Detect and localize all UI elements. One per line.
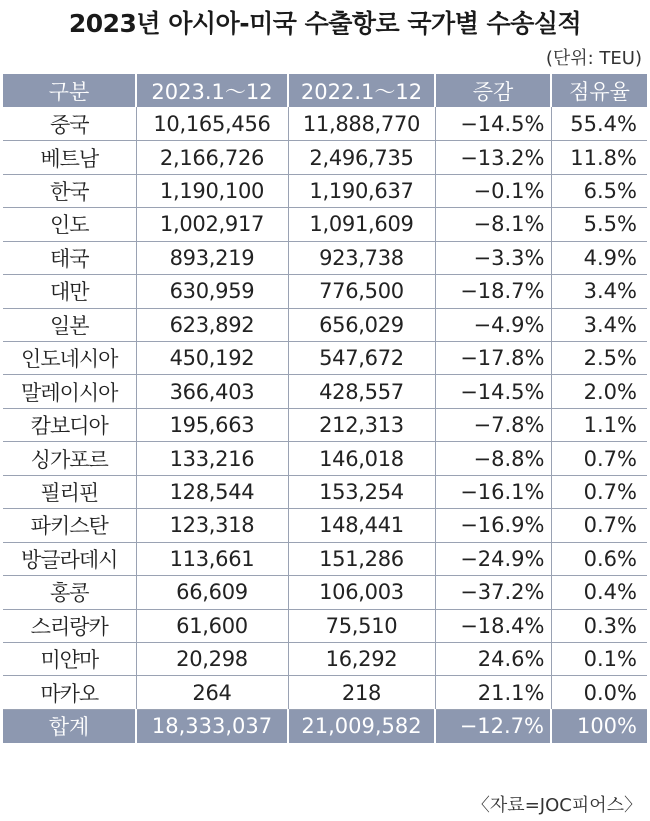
share-cell: 0.3% xyxy=(551,609,647,642)
share-cell: 0.4% xyxy=(551,576,647,609)
value-2022-cell: 16,292 xyxy=(288,642,435,675)
change-cell: −24.9% xyxy=(435,542,551,575)
country-cell: 미얀마 xyxy=(3,642,136,675)
share-cell: 5.5% xyxy=(551,208,647,241)
country-cell: 중국 xyxy=(3,107,136,140)
table-row xyxy=(3,275,647,308)
share-cell: 0.7% xyxy=(551,442,647,475)
header-2022: 2022.1～12 xyxy=(288,74,435,107)
country-cell: 대만 xyxy=(3,275,136,308)
change-cell: −16.1% xyxy=(435,475,551,508)
value-2022-cell: 106,003 xyxy=(288,576,435,609)
table-row xyxy=(3,576,647,609)
change-cell: −18.4% xyxy=(435,609,551,642)
value-2023-cell: 128,544 xyxy=(136,475,288,508)
total-share: 100% xyxy=(551,709,647,742)
header-2023: 2023.1～12 xyxy=(136,74,288,107)
share-cell: 11.8% xyxy=(551,141,647,174)
table-total-row xyxy=(3,709,647,742)
change-cell: −3.3% xyxy=(435,241,551,274)
change-cell: −8.1% xyxy=(435,208,551,241)
value-2023-cell: 61,600 xyxy=(136,609,288,642)
value-2023-cell: 66,609 xyxy=(136,576,288,609)
change-cell: 21.1% xyxy=(435,676,551,709)
change-cell: −14.5% xyxy=(435,375,551,408)
change-cell: 24.6% xyxy=(435,642,551,675)
table-row xyxy=(3,375,647,408)
country-cell: 베트남 xyxy=(3,141,136,174)
value-2022-cell: 151,286 xyxy=(288,542,435,575)
change-cell: −14.5% xyxy=(435,107,551,140)
change-cell: −13.2% xyxy=(435,141,551,174)
value-2023-cell: 264 xyxy=(136,676,288,709)
table-row xyxy=(3,241,647,274)
table-row xyxy=(3,542,647,575)
value-2022-cell: 2,496,735 xyxy=(288,141,435,174)
change-cell: −4.9% xyxy=(435,308,551,341)
value-2022-cell: 776,500 xyxy=(288,275,435,308)
change-cell: −18.7% xyxy=(435,275,551,308)
change-cell: −37.2% xyxy=(435,576,551,609)
shipment-table xyxy=(3,74,647,743)
country-cell: 싱가포르 xyxy=(3,442,136,475)
source-note: 〈자료=JOC피어스〉 xyxy=(471,795,642,816)
share-cell: 0.7% xyxy=(551,509,647,542)
value-2023-cell: 630,959 xyxy=(136,275,288,308)
table-row xyxy=(3,609,647,642)
share-cell: 6.5% xyxy=(551,174,647,207)
share-cell: 4.9% xyxy=(551,241,647,274)
value-2022-cell: 547,672 xyxy=(288,342,435,375)
value-2022-cell: 923,738 xyxy=(288,241,435,274)
country-cell: 일본 xyxy=(3,308,136,341)
country-cell: 캄보디아 xyxy=(3,408,136,441)
value-2022-cell: 11,888,770 xyxy=(288,107,435,140)
value-2023-cell: 133,216 xyxy=(136,442,288,475)
value-2022-cell: 212,313 xyxy=(288,408,435,441)
table-body xyxy=(3,107,647,709)
table-row xyxy=(3,308,647,341)
change-cell: −8.8% xyxy=(435,442,551,475)
country-cell: 말레이시아 xyxy=(3,375,136,408)
table-row xyxy=(3,442,647,475)
value-2023-cell: 20,298 xyxy=(136,642,288,675)
table-row xyxy=(3,141,647,174)
header-share: 점유율 xyxy=(551,74,647,107)
value-2023-cell: 623,892 xyxy=(136,308,288,341)
value-2023-cell: 1,190,100 xyxy=(136,174,288,207)
share-cell: 0.7% xyxy=(551,475,647,508)
country-cell: 방글라데시 xyxy=(3,542,136,575)
country-cell: 파키스탄 xyxy=(3,509,136,542)
value-2022-cell: 146,018 xyxy=(288,442,435,475)
country-cell: 마카오 xyxy=(3,676,136,709)
share-cell: 3.4% xyxy=(551,275,647,308)
change-cell: −0.1% xyxy=(435,174,551,207)
table-row xyxy=(3,509,647,542)
share-cell: 1.1% xyxy=(551,408,647,441)
table-row xyxy=(3,342,647,375)
value-2022-cell: 1,190,637 xyxy=(288,174,435,207)
value-2022-cell: 148,441 xyxy=(288,509,435,542)
page-title: 2023년 아시아-미국 수출항로 국가별 수송실적 xyxy=(68,9,582,38)
share-cell: 0.1% xyxy=(551,642,647,675)
unit-label: (단위: TEU) xyxy=(545,48,642,69)
share-cell: 2.0% xyxy=(551,375,647,408)
total-change: −12.7% xyxy=(435,709,551,742)
change-cell: −17.8% xyxy=(435,342,551,375)
value-2023-cell: 195,663 xyxy=(136,408,288,441)
country-cell: 한국 xyxy=(3,174,136,207)
table-row xyxy=(3,676,647,709)
value-2022-cell: 218 xyxy=(288,676,435,709)
value-2022-cell: 75,510 xyxy=(288,609,435,642)
total-2023: 18,333,037 xyxy=(136,709,288,742)
country-cell: 필리핀 xyxy=(3,475,136,508)
table-row xyxy=(3,475,647,508)
total-label: 합계 xyxy=(3,709,136,742)
country-cell: 인도네시아 xyxy=(3,342,136,375)
value-2022-cell: 428,557 xyxy=(288,375,435,408)
value-2023-cell: 10,165,456 xyxy=(136,107,288,140)
share-cell: 2.5% xyxy=(551,342,647,375)
share-cell: 55.4% xyxy=(551,107,647,140)
value-2023-cell: 450,192 xyxy=(136,342,288,375)
share-cell: 0.6% xyxy=(551,542,647,575)
value-2022-cell: 153,254 xyxy=(288,475,435,508)
table-row xyxy=(3,107,647,140)
change-cell: −16.9% xyxy=(435,509,551,542)
change-cell: −7.8% xyxy=(435,408,551,441)
table-row xyxy=(3,174,647,207)
value-2022-cell: 656,029 xyxy=(288,308,435,341)
value-2023-cell: 366,403 xyxy=(136,375,288,408)
value-2023-cell: 2,166,726 xyxy=(136,141,288,174)
share-cell: 3.4% xyxy=(551,308,647,341)
country-cell: 태국 xyxy=(3,241,136,274)
country-cell: 스리랑카 xyxy=(3,609,136,642)
value-2023-cell: 893,219 xyxy=(136,241,288,274)
table-row xyxy=(3,642,647,675)
value-2023-cell: 1,002,917 xyxy=(136,208,288,241)
value-2023-cell: 113,661 xyxy=(136,542,288,575)
table-row xyxy=(3,408,647,441)
value-2022-cell: 1,091,609 xyxy=(288,208,435,241)
table-row xyxy=(3,208,647,241)
country-cell: 홍콩 xyxy=(3,576,136,609)
header-change: 증감 xyxy=(435,74,551,107)
header-category: 구분 xyxy=(3,74,136,107)
country-cell: 인도 xyxy=(3,208,136,241)
share-cell: 0.0% xyxy=(551,676,647,709)
total-2022: 21,009,582 xyxy=(288,709,435,742)
table-header-row xyxy=(3,74,647,107)
value-2023-cell: 123,318 xyxy=(136,509,288,542)
